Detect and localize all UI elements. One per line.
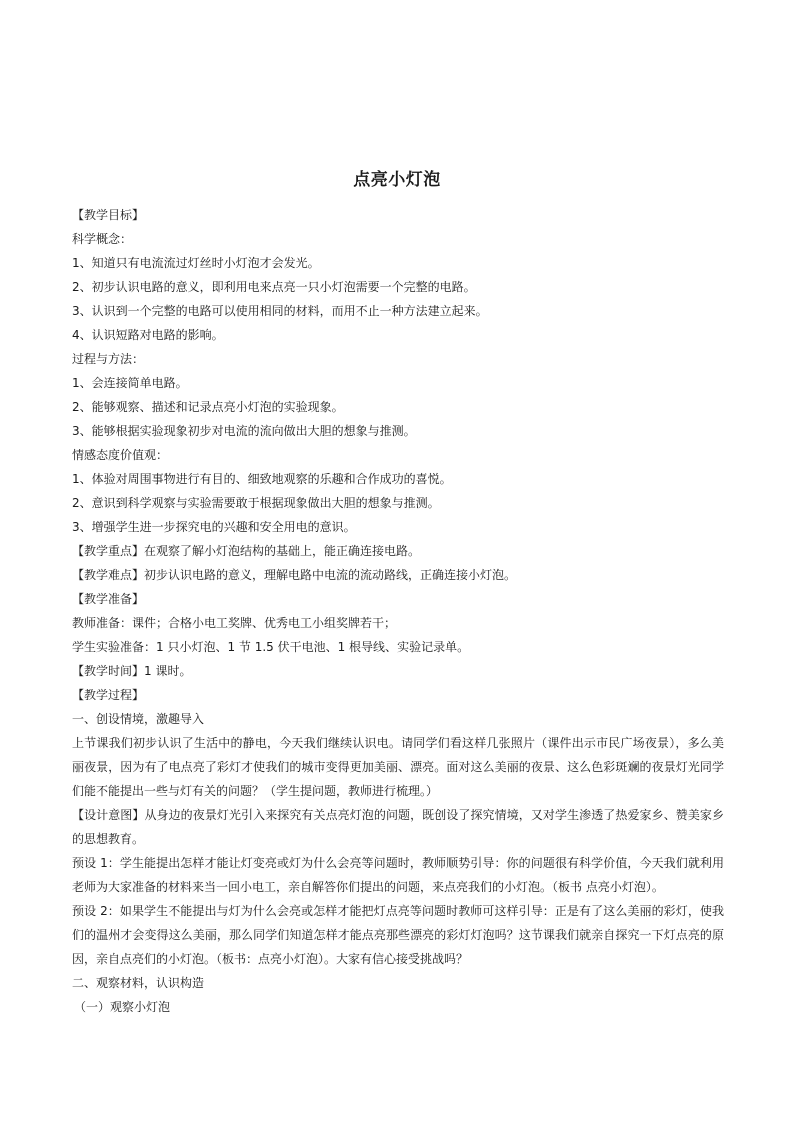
list-item: 1、会连接简单电路。 — [72, 376, 188, 390]
list-item: 4、认识短路对电路的影响。 — [72, 328, 224, 342]
paragraph-design-intent: 【设计意图】从身边的夜景灯光引入来探究有关点亮灯泡的问题，既创设了探究情境，又对学生渗透了热爱家乡、赞美家乡的思想教育。 — [72, 808, 724, 846]
section-heading-process: 【教学过程】 — [72, 688, 145, 702]
teacher-preparation: 教师准备：课件；合格小电工奖牌、优秀电工小组奖牌若干； — [72, 616, 397, 630]
paragraph-preset-1: 预设 1：学生能提出怎样才能让灯变亮或灯为什么会亮等问题时，教师顺势引导：你的问题很有科学价值，今天我们就利用老师为大家准备的材料来当一回小电工，亲自解答你们提出的问题，来点亮我们的小灯泡。（板书 点亮小灯泡）。 — [72, 856, 724, 894]
key-point: 【教学重点】在观察了解小灯泡结构的基础上，能正确连接电路。 — [72, 544, 421, 558]
list-item: 2、能够观察、描述和记录点亮小灯泡的实验现象。 — [72, 400, 344, 414]
step-heading-1: 一、创设情境，激趣导入 — [72, 712, 205, 726]
student-preparation: 学生实验准备：1 只小灯泡、1 节 1.5 伏干电池、1 根导线、实验记录单。 — [72, 640, 470, 654]
section-heading-goals: 【教学目标】 — [72, 208, 145, 222]
list-item: 1、知道只有电流流过灯丝时小灯泡才会发光。 — [72, 256, 320, 270]
step-heading-2: 二、观察材料，认识构造 — [72, 976, 205, 990]
teaching-time: 【教学时间】1 课时。 — [72, 664, 192, 678]
section-heading-preparation: 【教学准备】 — [72, 592, 145, 606]
list-item: 2、初步认识电路的意义，即利用电来点亮一只小灯泡需要一个完整的电路。 — [72, 280, 476, 294]
document-body — [72, 203, 724, 1019]
list-item: 3、能够根据实验现象初步对电流的流向做出大胆的想象与推测。 — [72, 424, 416, 438]
list-item: 3、增强学生进一步探究电的兴趣和安全用电的意识。 — [72, 520, 356, 534]
list-item: 1、体验对周围事物进行有目的、细致地观察的乐趣和合作成功的喜悦。 — [72, 472, 452, 486]
difficult-point: 【教学难点】初步认识电路的意义，理解电路中电流的流动路线，正确连接小灯泡。 — [72, 568, 517, 582]
subheading-concepts: 科学概念： — [72, 232, 133, 246]
document-title: 点亮小灯泡 — [353, 170, 441, 190]
subheading-attitude: 情感态度价值观： — [72, 448, 169, 462]
paragraph-intro: 上节课我们初步认识了生活中的静电，今天我们继续认识电。请同学们看这样几张照片（课件出示市民广场夜景），多么美丽夜景，因为有了电点亮了彩灯才使我们的城市变得更加美丽、漂亮。面对这么美丽的夜景、这么色彩斑斓的夜景灯光同学们能不能提出一些与灯有关的问题？（学生提问题，教师进行梳理。） — [72, 736, 724, 798]
paragraph-preset-2: 预设 2：如果学生不能提出与灯为什么会亮或怎样才能把灯点亮等问题时教师可这样引导：正是有了这么美丽的彩灯，使我们的温州才会变得这么美丽，那么同学们知道怎样才能点亮那些漂亮的彩灯灯泡吗？这节课我们就亲自探究一下灯点亮的原因，亲自点亮们的小灯泡。（板书：点亮小灯泡）。大家有信心接受挑战吗？ — [72, 904, 724, 966]
list-item: 2、意识到科学观察与实验需要敢于根据现象做出大胆的想象与推测。 — [72, 496, 440, 510]
subheading-process: 过程与方法： — [72, 352, 145, 366]
list-item: 3、认识到一个完整的电路可以使用相同的材料，而用不止一种方法建立起来。 — [72, 304, 488, 318]
sub-step-heading: （一）观察小灯泡 — [74, 1000, 171, 1014]
